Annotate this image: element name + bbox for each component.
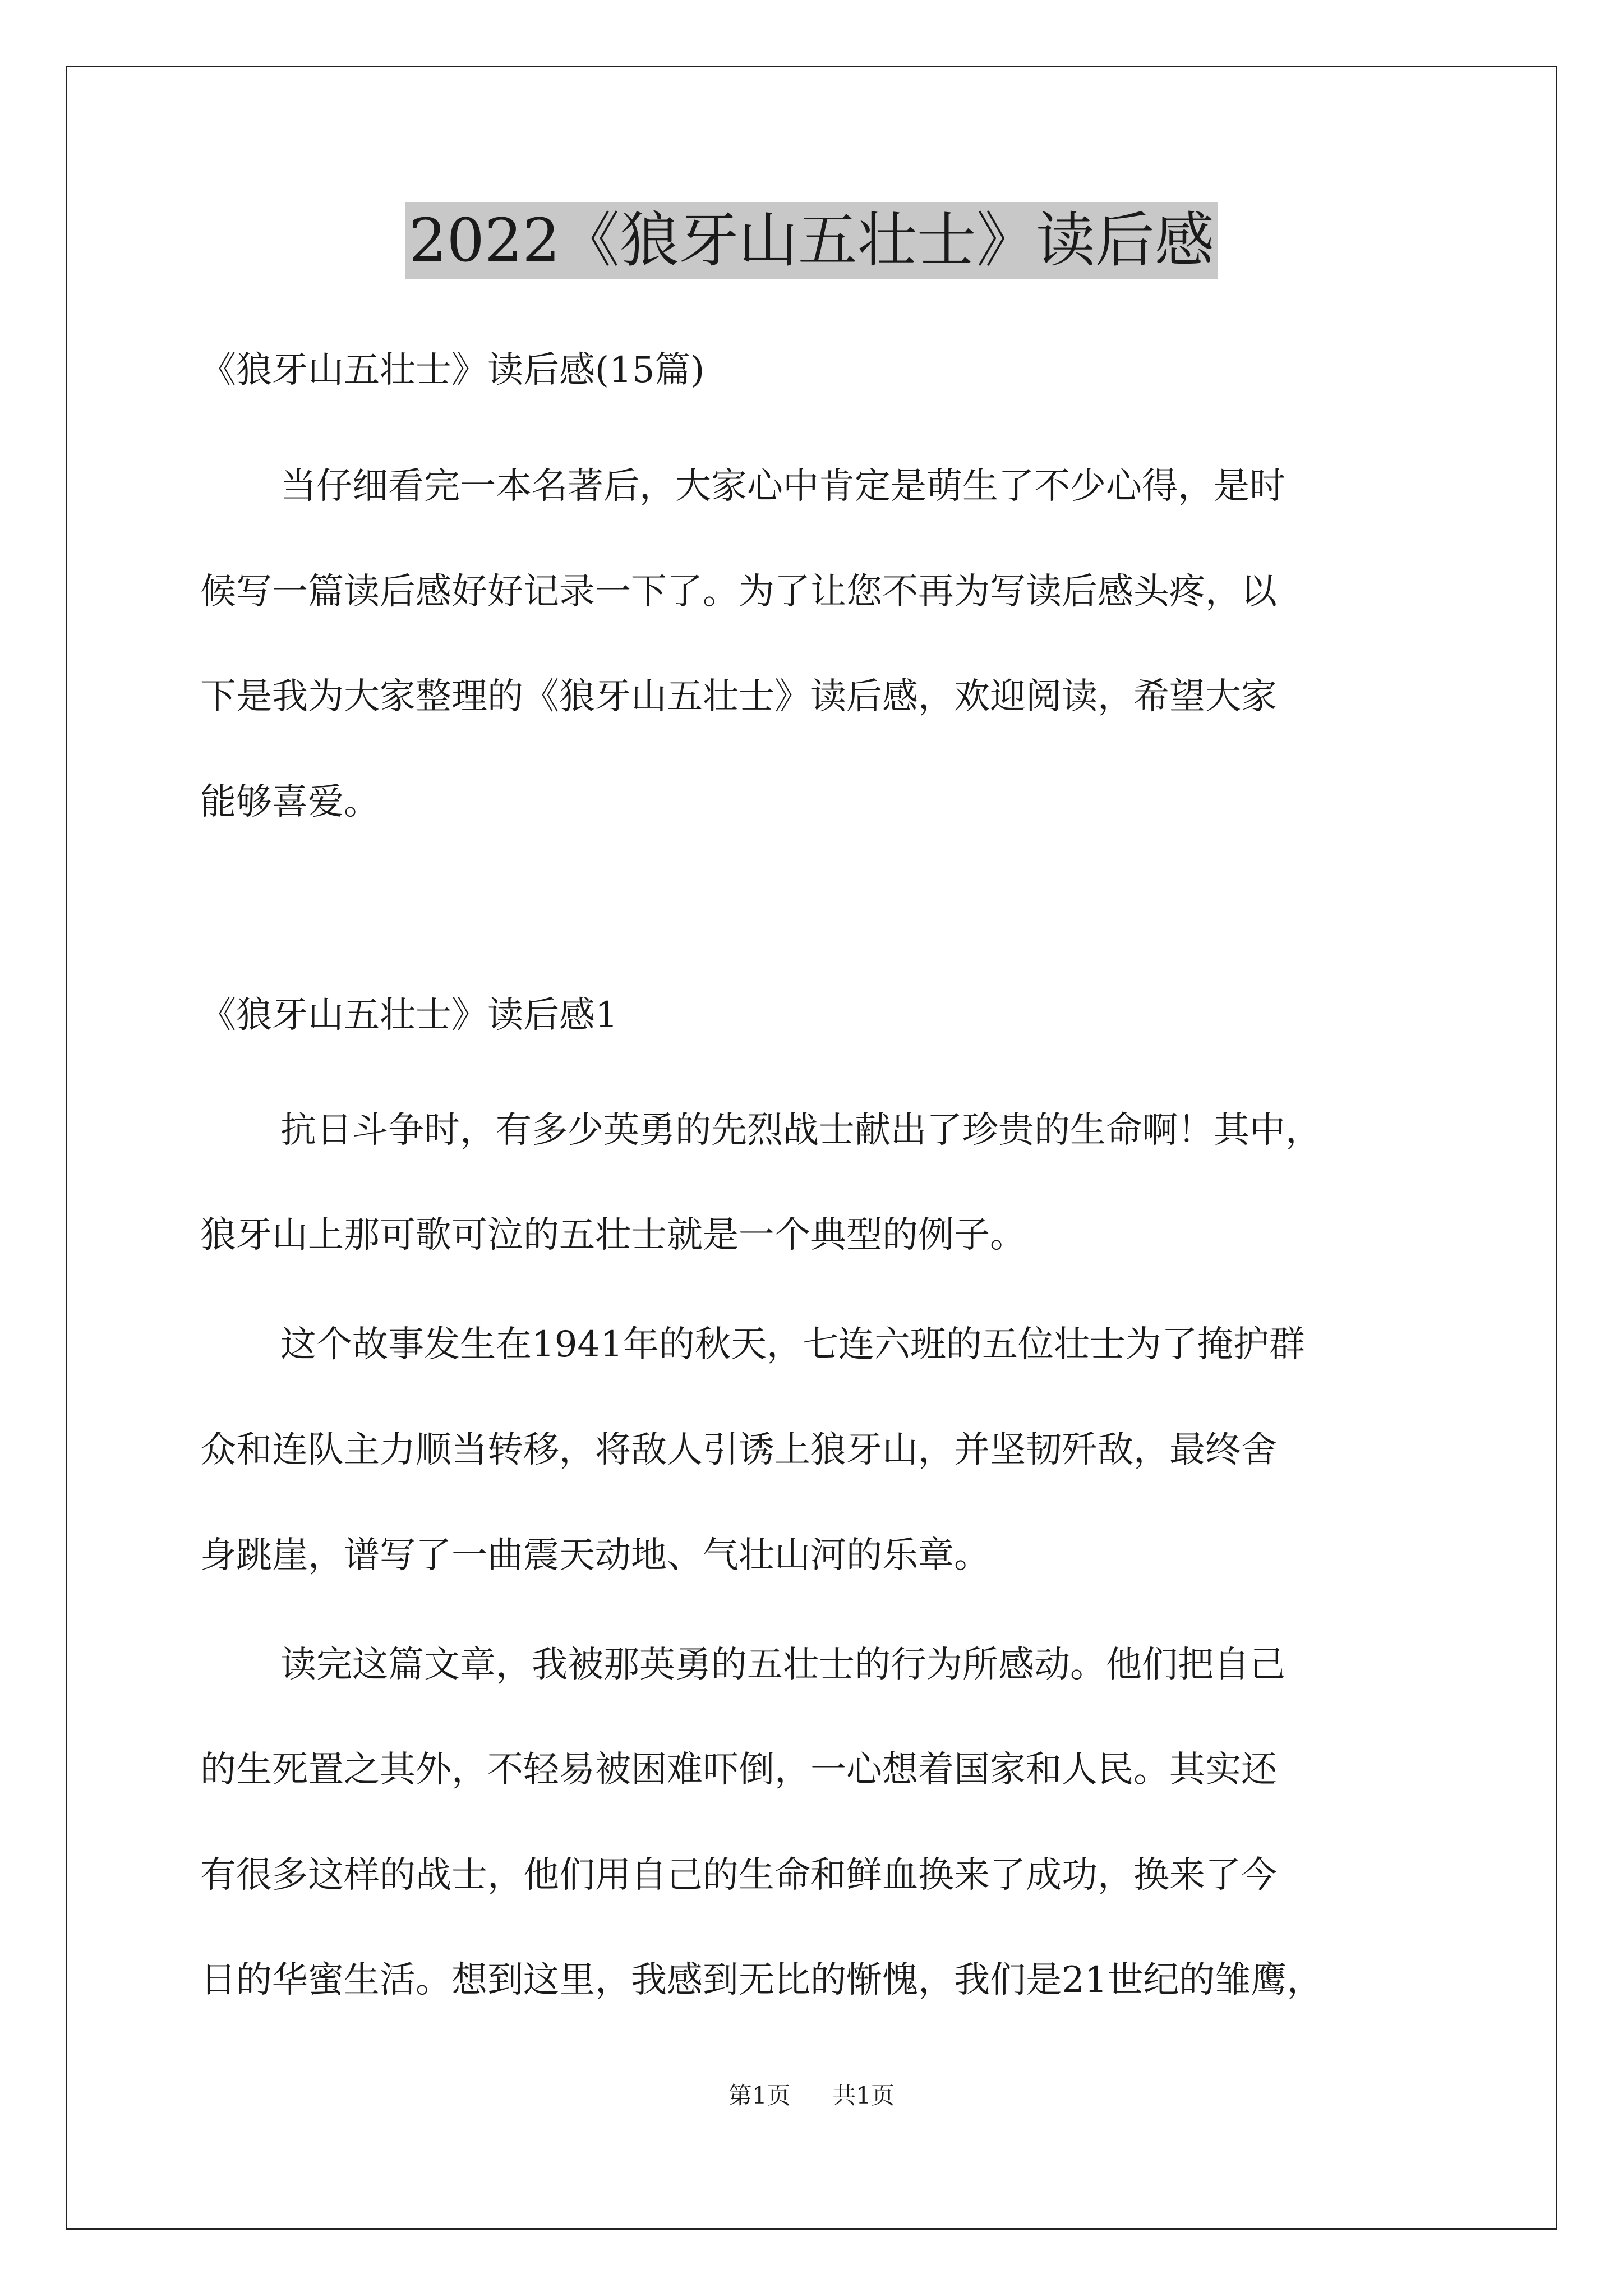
document-title: 2022《狼牙山五壮士》读后感 xyxy=(405,202,1218,279)
paragraph-line: 的生死置之其外，不轻易被困难吓倒，一心想着国家和人民。其实还 xyxy=(200,1749,1277,1791)
paragraph-line: 有很多这样的战士，他们用自己的生命和鲜血换来了成功，换来了今 xyxy=(200,1855,1277,1896)
paragraph-line: 抗日斗争时，有多少英勇的先烈战士献出了珍贵的生命啊！其中， xyxy=(280,1110,1321,1151)
section-heading: 《狼牙山五壮士》读后感1 xyxy=(200,995,618,1036)
page-footer xyxy=(0,2080,1623,2111)
title-container xyxy=(0,202,1623,279)
intro-line: 能够喜爱。 xyxy=(200,781,380,823)
paragraph-line: 日的华蜜生活。想到这里，我感到无比的惭愧，我们是21世纪的雏鹰， xyxy=(200,1959,1323,2001)
paragraph-line: 读完这篇文章，我被那英勇的五壮士的行为所感动。他们把自己 xyxy=(280,1644,1285,1686)
page-number: 第1页 xyxy=(728,2082,791,2109)
paragraph-line: 身跳崖，谱写了一曲震天动地、气壮山河的乐章。 xyxy=(200,1535,990,1576)
intro-line: 下是我为大家整理的《狼牙山五壮士》读后感，欢迎阅读，希望大家 xyxy=(200,676,1277,717)
document-subtitle: 《狼牙山五壮士》读后感(15篇) xyxy=(200,349,705,391)
paragraph-line: 众和连队主力顺当转移，将敌人引诱上狼牙山，并坚韧歼敌，最终舍 xyxy=(200,1429,1277,1471)
intro-line: 当仔细看完一本名著后，大家心中肯定是萌生了不少心得，是时 xyxy=(280,466,1285,507)
page-total: 共1页 xyxy=(832,2082,895,2109)
intro-line: 候写一篇读后感好好记录一下了。为了让您不再为写读后感头疼，以 xyxy=(200,571,1277,613)
paragraph-line: 这个故事发生在1941年的秋天，七连六班的五位壮士为了掩护群 xyxy=(280,1324,1305,1365)
paragraph-line: 狼牙山上那可歌可泣的五壮士就是一个典型的例子。 xyxy=(200,1214,1026,1256)
